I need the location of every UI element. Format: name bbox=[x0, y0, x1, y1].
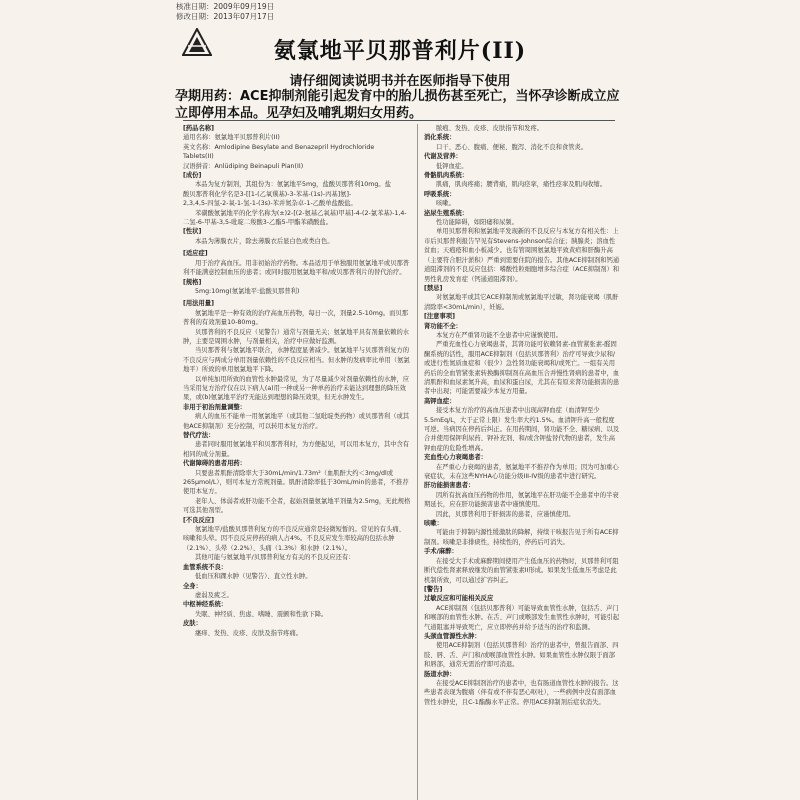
subsection-vascular: 血管系统不良： bbox=[183, 563, 228, 571]
subsection-hyperkalemia: 高钾血症： bbox=[424, 397, 456, 405]
adverse-text: 氨氯地平/盐酸贝那普利复方的不良反应通常是轻微短暂的。常见的有头痛、咳嗽和头晕。因不良反应停药的病人占4%。不良反应发生率较高的包括水肿（2.1%）、头晕（2.2%）、头痛（1.3%）和水肿（2.1%）。 bbox=[183, 526, 405, 552]
subsection-intestinal-edema: 肠道水肿： bbox=[424, 670, 456, 678]
section-description: [性状] bbox=[183, 228, 202, 236]
replacement-text: 患者同时服用氨氯地平和贝那普利时，为方便起见，可以用本复方，其中含有相同的成分剂量。 bbox=[183, 441, 410, 458]
renal-impairment-text: 严重充血性心力衰竭患者，其肾功能可依赖肾素-血管紧张素-醛固酮系统的活性，服用ACE抑制剂（包括贝那普利）治疗可导致少尿和/或进行性氮质血症和（很少）急性肾功能衰竭和/或死亡。一组有关用药后的全血管紧张素转换酶抑制剂在高血压合并慢性肾病的患者中，血清肌酐和血尿素氮升高，血尿和蛋白尿，尤其在有原来肾功能损害的患者中出现；可能需要减少本复方用量。 bbox=[424, 341, 620, 396]
composition-text: 苯磺酸氨氯地平的化学名称为(±)2-[(2-氨基乙氧基)甲基]-4-(2-氯苯基)-1,4-二氢-6-甲基-3,5-吡啶二羧酸3-乙酯5-甲酯苯磺酸盐。 bbox=[183, 209, 407, 227]
section-warnings: [警告] bbox=[424, 585, 443, 593]
renal-text: 只要患者肌酐清除率大于30mL/min/1.73m²（血肌酐大约＜3mg/dl或265μmol/L），则可本复方常规剂量。肌酐清除率低于30mL/min的患者，不推荐使用本复方。 bbox=[183, 469, 409, 496]
column-divider bbox=[417, 124, 418, 800]
subsection-replacement: 替代疗法： bbox=[183, 432, 215, 439]
urogenital-text: 单用贝那普利和氨氯地平发现新的不良反应与本复方有相关性：上市后贝那普利报告罕见有Stevens-Johnson综合征；胰腺炎；溶血性贫血；天疱疮和血小板减少。也有管周围氨氯地平致黄疸和肝酶升高（主要符合胆汁淤积）严重到需要住院的报告。其他ACE抑制剂和钙通道阻滞剂的不良反应包括：嗜酸性粒细胞增多综合症（ACE抑制剂）和男性乳房发育症（钙通道阻滞剂）。 bbox=[424, 228, 620, 283]
right-column bbox=[424, 124, 620, 800]
section-composition: [成份] bbox=[183, 172, 202, 180]
subsection-musculoskeletal: 骨骼肌肉系统： bbox=[424, 172, 469, 180]
subsection-body: 全身： bbox=[183, 582, 202, 590]
urogenital-text: 性功能障碍，如阳痿和尿频。 bbox=[436, 219, 518, 227]
digestive-text: 口干、恶心、腹痛、便秘、腹泻、消化不良和食管炎。 bbox=[436, 143, 588, 151]
hyperkalemia-text: 接受本复方治疗的高血压患者中出现高钾血症（血清钾至少5.5mEq/L，大于正常上限）发生率大约1.5%。血清钾升高一般程度可逆。当病因在停药后纠正。在用药期间，肾功能不全、糖尿病、以及合并使用保钾利尿药、钾补充剂、和/或含钾盐替代物的患者，发生高钾血症的危险性增高。 bbox=[424, 407, 620, 452]
elderly-text: 老年人、体弱者或肝功能不全者，起始剂量氨氯地平剂量为2.5mg，无此规格可选其他剂型。 bbox=[183, 497, 411, 515]
dosage-text: 氨氯地平是一种有效的治疗高血压药物，每日一次，剂量2.5-10mg。而贝那普利的有效剂量10-80mg。 bbox=[183, 309, 409, 327]
cough-text: 可能由于抑制内源性缓激肽的降解，持续干咳报告见于所有ACE抑制剂。咳嗽是非排痰性，持续性的，停药后可消失。 bbox=[424, 529, 619, 546]
section-drug-name: [药品名称] bbox=[183, 125, 214, 132]
drug-title: 氨氯地平贝那普利片(II) bbox=[273, 38, 527, 64]
head-neck-edema-text: 使用ACE抑制剂（包括贝那普利）治疗的患者中，曾报告面部、四肢、唇、舌、声门和/或喉部血管性水肿。如果血管性水肿仅限于面部和唇部，通常无需治疗即可消退。 bbox=[424, 642, 619, 669]
subsection-cns: 中枢神经系统： bbox=[183, 601, 228, 609]
pregnancy-warning bbox=[175, 88, 625, 122]
subsection-skin: 皮肤： bbox=[183, 620, 202, 628]
composition-text: 2,3,4,5-四氢-2-氧-1-氢-1-(3s)-苯并氮杂卓-1-乙酸单盐酸盐。 bbox=[183, 200, 357, 208]
respiratory-text: 咳嗽。 bbox=[436, 200, 455, 208]
dose-adjust-text: 病人的血压不能单一用氨氯地平（或其他二氢吡啶类药物）或贝那普利（或其他ACE抑制剂）充分控制，可以转用本复方治疗。 bbox=[183, 413, 410, 430]
subsection-surgery: 手术/麻醉： bbox=[424, 548, 458, 556]
warning-line-1: 孕期用药：ACE抑制剂能引起发育中的胎儿损伤甚至死亡，当怀孕诊断成立应 bbox=[175, 89, 620, 104]
revision-date: 修改日期：2013年07月17日 bbox=[176, 12, 275, 21]
composition-text: 本品为复方制剂，其组份为：氨氯地平5mg，盐酸贝那普利10mg。盐 bbox=[195, 181, 391, 189]
musculoskeletal-text: 肌痛，肌肉疼痛；腰背痛，肌肉痉挛，痛性痉挛及肌肉收缩。 bbox=[436, 181, 607, 189]
dosage-text: 当贝那普利与氨氯地平联合，水肿程度显著减少。氨氯地平与贝那普利复方的不良反应与两成分单用剂量依赖性的不良反应相当。但水肿的发病率比单用（氨氯地平）所致的单用氨氯地平下降。 bbox=[183, 347, 410, 374]
section-indications: [适应症] bbox=[183, 250, 208, 258]
subsection-respiratory: 呼吸系统： bbox=[424, 190, 456, 198]
section-precautions: [注意事项] bbox=[424, 313, 455, 321]
contraindications-text: 对氨氯地平或其它ACE抑制剂或氨氯地平过敏，肾功能衰竭（肌酐清除率<30mL/min），妊娠。 bbox=[424, 294, 619, 311]
carryover-text: 脓疱、发热、皮疹、皮肤指节和发疼。 bbox=[436, 125, 544, 132]
intestinal-edema-text: 在接受ACE抑制剂治疗的患者中，也有肠道血管性水肿的报告。这些患者表现为腹痛（伴有或不伴有恶心呕吐），一些病例中没有面部血管性水肿史，且C-1酯酶水平正常。停用ACE抑制剂后症状消失。 bbox=[424, 679, 619, 706]
header-rule bbox=[183, 120, 615, 121]
pinyin-name: 汉语拼音：Anlüdiping Beinapuli Pian(II) bbox=[183, 162, 304, 170]
vascular-text: 低血压和踝水肿（见警告）、直立性水肿。 bbox=[195, 573, 312, 581]
subsection-anaphylaxis: 过敏反应和可能相关反应 bbox=[424, 595, 494, 603]
liver-text: 因所有抗高血压药物的作用，氨氯地平在肝功能不全患者中的半衰期延长，应在肝功能损害患者中谨慎使用。 bbox=[424, 491, 619, 509]
section-dosage: [用法用量] bbox=[183, 300, 214, 308]
subsection-dose-adjust: 非用于初治剂量调整： bbox=[183, 403, 246, 411]
section-adverse-reactions: [不良反应] bbox=[183, 516, 214, 524]
warning-line-2: 立即停用本品。见孕妇及哺乳期妇女用药。 bbox=[175, 106, 423, 121]
dosage-text: 贝那普利的不良反应（见警告）通常与剂量无关；氨氯地平具有剂量依赖的水肿，主要是周围水肿，与剂量相关，治疗中应做好监测。 bbox=[183, 328, 410, 345]
section-contraindications: [禁忌] bbox=[424, 284, 443, 292]
anaphylaxis-text: ACE抑制剂（包括贝那普利）可能导致血管性水肿，包括舌、声门和喉部的血管性水肿。在舌、声门或喉部发生血管性水肿时，可能引起气道阻塞并导致死亡，应立即停药并给予适当的治疗和监测。 bbox=[424, 604, 620, 631]
subsection-heart-failure: 充血性心力衰竭患者： bbox=[424, 454, 487, 462]
specification-text: 5mg:10mg(氨氯地平:盐酸贝那普利) bbox=[195, 287, 300, 295]
composition-text: 酸贝那普利化学名是3-[[1-(乙氧羰基)-3-苯基-(1s)-丙基]氨]- bbox=[183, 190, 352, 198]
subsection-head-neck-edema: 头颈血管源性水肿： bbox=[424, 632, 481, 640]
cns-text: 失眠、神经质、焦虑、嗜睡、震颤和性欲下降。 bbox=[195, 610, 328, 618]
english-name: 英文名称：Amlodipine Besylate and Benazepril Hydrochloride bbox=[183, 143, 375, 151]
dosage-text: 以单纯加用所致的血管性水肿最常见，为了尽量减少对剂量依赖性的水肿，应当采用复方治疗仅在以下病人(a)用一种或另一种单药治疗未能达到理想的降压效果，或(b)氨氯地平治疗无能达到理想的降压效果，但无水肿发生。 bbox=[183, 375, 410, 402]
subsection-digestive: 消化系统： bbox=[424, 134, 456, 142]
subsection-renal-impairment: 肾功能不全： bbox=[424, 322, 462, 330]
approval-date: 核准日期：2009年09月19日 bbox=[176, 2, 275, 11]
renal-impairment-text: 本复方在严重肾功能不全患者中应谨慎使用。 bbox=[436, 331, 562, 339]
read-instructions-notice: 请仔细阅读说明书并在医师指导下使用 bbox=[289, 74, 511, 89]
description-text: 本品为薄膜衣片，除去薄膜衣后显白色或类白色。 bbox=[195, 237, 334, 245]
liver-text: 因此，贝那普利用于肝损害的患者，应谨慎使用。 bbox=[436, 510, 575, 518]
surgery-text: 在接受大手术或麻醉期间使用产生低血压的药物时，贝那普利可阻断代偿性肾素释放继发的血管紧张素II形成。如果发生低血压考虑是此机制所致，可以通过扩容纠正。 bbox=[424, 557, 619, 584]
subsection-cough: 咳嗽： bbox=[424, 520, 443, 528]
generic-name: 通用名称：氨氯地平贝那普利片(II) bbox=[183, 134, 280, 142]
left-column bbox=[183, 124, 411, 800]
subsection-urogenital: 泌尿生殖系统： bbox=[424, 209, 469, 217]
adverse-text: 其他可能与氨氯地平/贝那普利复方有关的不良反应还有： bbox=[195, 554, 355, 562]
indications-text: 用于治疗高血压。用非初始治疗药物。本品适用于单独服用氨氯地平或贝那普利不能满意控制血压的患者；或同时服用氨氯地平和/或贝那普利片的替代治疗。 bbox=[183, 259, 410, 277]
heart-failure-text: 在严重心力衰竭的患者，氨氯地平不推荐作为单用；因为可加重心衰症状，未在这些NYHA心功能分级III-IV级的患者中进行研究。 bbox=[424, 463, 619, 481]
dates-block bbox=[176, 2, 274, 22]
subsection-liver: 肝功能损害患者： bbox=[424, 482, 475, 490]
skin-text: 瘙痒、发热、皮疹、皮肤及指节疼痛。 bbox=[195, 629, 303, 637]
subsection-metabolic: 代谢及营养： bbox=[424, 153, 462, 161]
section-specification: [规格] bbox=[183, 278, 202, 286]
subsection-renal: 代谢障碍的患者用药： bbox=[183, 460, 246, 468]
english-name-cont: Tablets(II) bbox=[183, 153, 214, 161]
metabolic-text: 低钾血症。 bbox=[436, 162, 468, 170]
body-text: 虚弱及疲乏。 bbox=[195, 591, 233, 599]
